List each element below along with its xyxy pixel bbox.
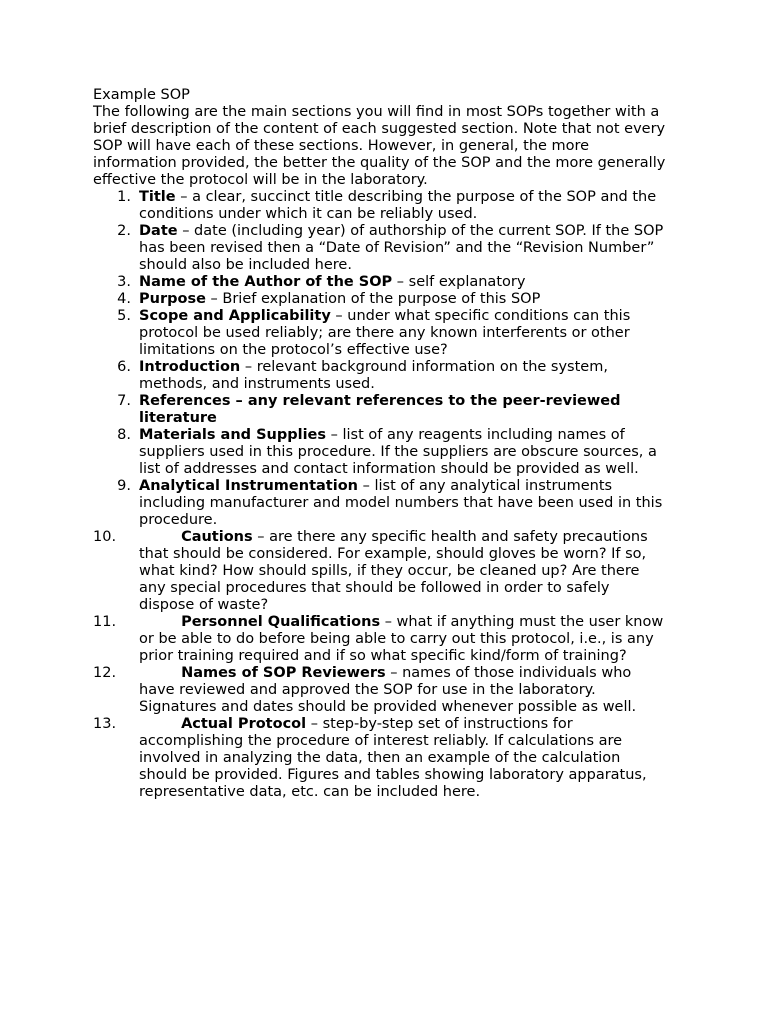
list-item — [93, 359, 668, 393]
list-item-number: 10. — [93, 529, 117, 545]
list-item-description: – relevant background information on the system, methods, and instruments used. — [139, 359, 608, 392]
list-item-term: Date — [139, 223, 178, 239]
list-item-number: 7. — [117, 393, 131, 409]
list-item-description: – under what specific conditions can this protocol be used reliably; are there any known interferents or other limitations on the protocol’s effective use? — [139, 308, 631, 358]
list-item-description: – Brief explanation of the purpose of this SOP — [205, 291, 541, 307]
list-item-term: Name of the Author of the SOP — [139, 274, 393, 290]
list-item-description: – date (including year) of authorship of the current SOP. If the SOP has been revised then a “Date of Revision” and the “Revision Number” should also be included here. — [139, 223, 664, 273]
list-item-description: – what if anything must the user know or be able to do before being able to carry out this protocol, i.e., is any prior training required and if so what specific kind/form of training? — [139, 614, 664, 664]
list-item-description: – step-by-step set of instructions for accomplishing the procedure of interest reliably. If calculations are involved in analyzing the data, then an example of the calculation should be provided. Figures and tables showing laboratory apparatus, representative data, etc. can be included here. — [139, 716, 647, 800]
list-item — [93, 291, 668, 308]
list-item-term: Cautions — [181, 529, 253, 545]
list-item-number: 8. — [117, 427, 131, 443]
list-item-term: Names of SOP Reviewers — [181, 665, 386, 681]
list-item — [93, 223, 668, 274]
list-item-description: – names of those individuals who have reviewed and approved the SOP for use in the laboratory. Signatures and dates should be provided whenever possible as well. — [139, 665, 637, 715]
list-item-number: 5. — [117, 308, 131, 324]
list-item-term: Purpose — [139, 291, 206, 307]
list-item-term: Scope and Applicability — [139, 308, 331, 324]
list-item — [93, 308, 668, 359]
list-item-term: Materials and Supplies — [139, 427, 326, 443]
document-body — [93, 87, 668, 801]
list-item-term: Personnel Qualifications — [181, 614, 381, 630]
intro-paragraph: The following are the main sections you will find in most SOPs together with a brief description of the content of each suggested section. Note that not every SOP will have each of these sections. However, in general, the more information provided, the better the quality of the SOP and the more generally effective the protocol will be in the laboratory. — [93, 104, 666, 188]
list-item — [93, 393, 668, 427]
list-item-description: – self explanatory — [392, 274, 526, 290]
list-item — [93, 614, 668, 665]
list-item — [93, 529, 668, 614]
list-item-number: 6. — [117, 359, 131, 375]
list-item-number: 13. — [93, 716, 117, 732]
list-item — [93, 665, 668, 716]
list-item-description: – are there any specific health and safety precautions that should be considered. For example, should gloves be worn? If so, what kind? How should spills, if they occur, be cleaned up? Are there any special procedures that should be followed in order to safely dispose of waste? — [139, 529, 648, 613]
list-item-term: References – any relevant references to the peer-reviewed literature — [139, 393, 621, 426]
list-item-term: Actual Protocol — [181, 716, 307, 732]
list-item-description: – a clear, succinct title describing the purpose of the SOP and the conditions under which it can be reliably used. — [139, 189, 657, 222]
list-item-number: 9. — [117, 478, 131, 494]
list-item-number: 12. — [93, 665, 117, 681]
list-item — [93, 189, 668, 223]
list-item-description: – list of any reagents including names of suppliers used in this procedure. If the suppliers are obscure sources, a list of addresses and contact information should be provided as well. — [139, 427, 657, 477]
document-title: Example SOP — [93, 87, 190, 103]
list-item — [93, 427, 668, 478]
list-item-description: – list of any analytical instruments including manufacturer and model numbers that have been used in this procedure. — [139, 478, 663, 528]
list-item-term: Title — [139, 189, 176, 205]
list-item-number: 2. — [117, 223, 131, 239]
list-item-number: 1. — [117, 189, 131, 205]
list-item-number: 4. — [117, 291, 131, 307]
list-item — [93, 274, 668, 291]
list-item-number: 3. — [117, 274, 131, 290]
sections-list — [93, 189, 668, 801]
list-item-number: 11. — [93, 614, 117, 630]
list-item — [93, 478, 668, 529]
list-item-term: Introduction — [139, 359, 241, 375]
list-item-term: Analytical Instrumentation — [139, 478, 358, 494]
list-item — [93, 716, 668, 801]
